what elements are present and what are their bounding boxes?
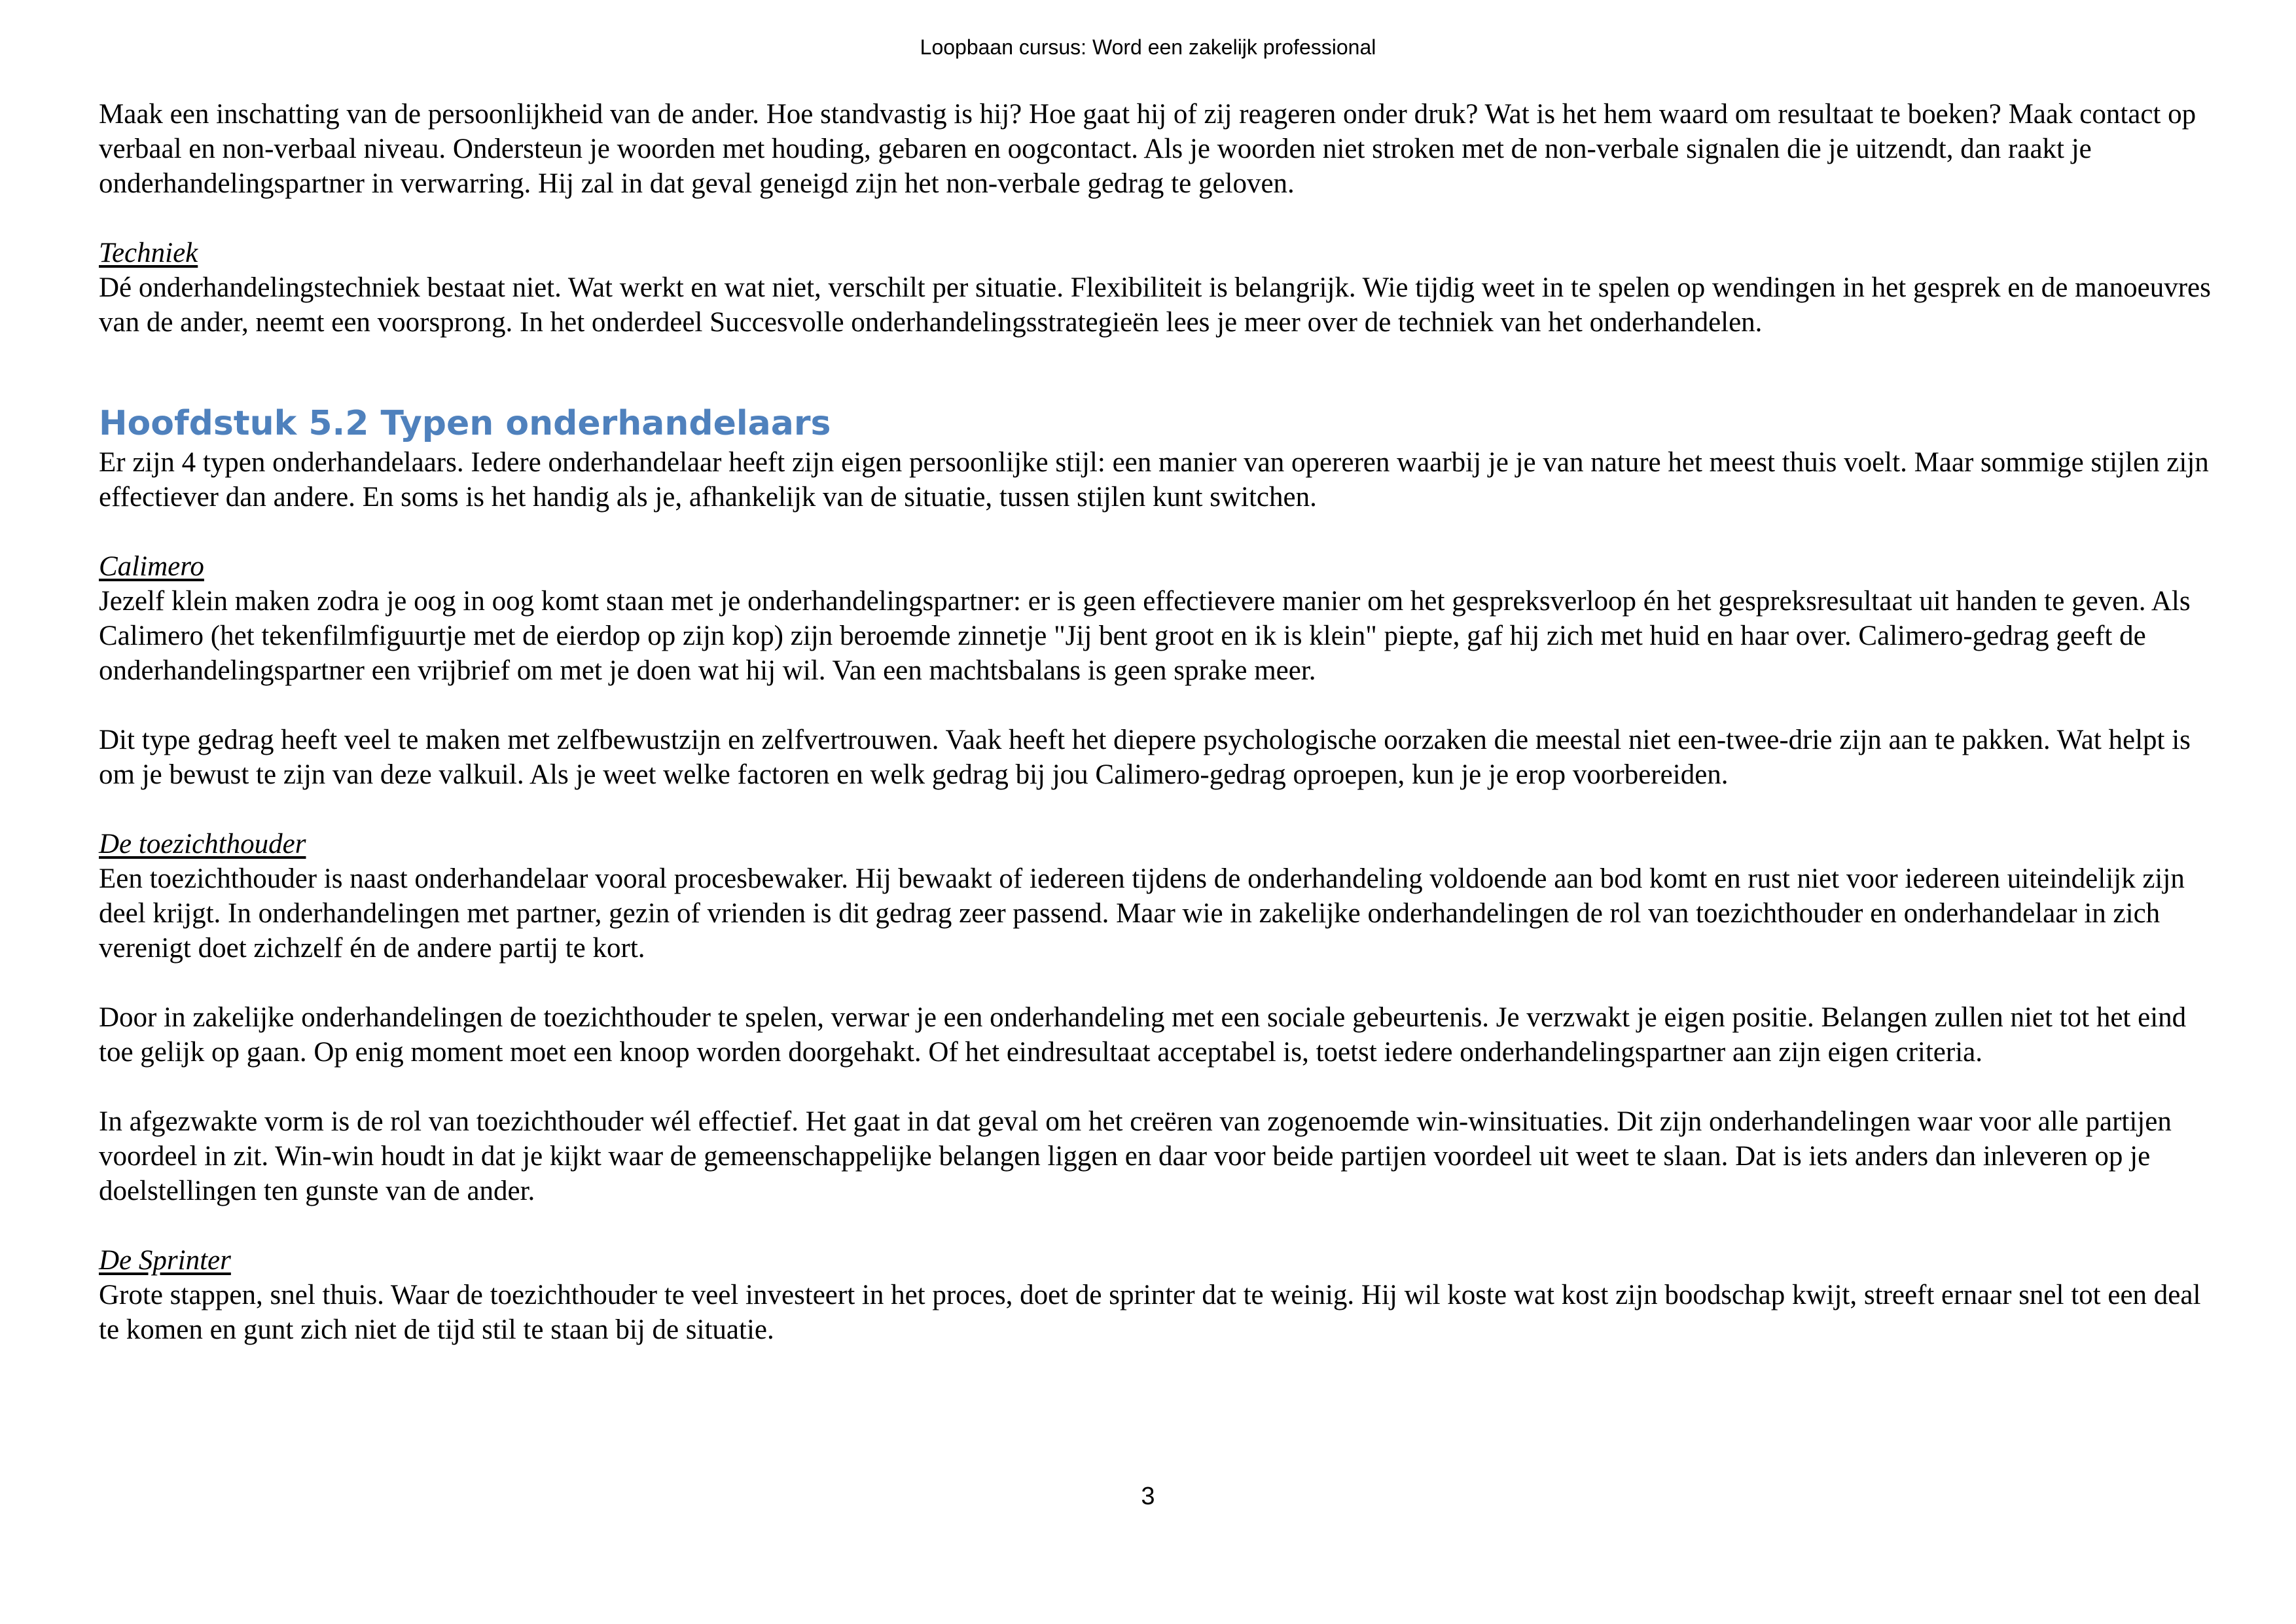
- toezichthouder-paragraph-1: Een toezichthouder is naast onderhandelaar vooral procesbewaker. Hij bewaakt of iedereen tijdens de onderhandeling voldoende aan bod komt en rust niet voor iedereen uiteindelijk zijn deel krijgt. In onderhandelingen met partner, gezin of vrienden is dit gedrag zeer passend. Maar wie in zakelijke onderhandelingen de rol van toezichthouder en onderhandelaar in zich verenigt doet zichzelf én de andere partij te kort.: [99, 863, 2185, 964]
- sprinter-heading: De Sprinter: [99, 1245, 231, 1276]
- calimero-heading: Calimero: [99, 551, 204, 582]
- intro-paragraph: Maak een inschatting van de persoonlijkheid van de ander. Hoe standvastig is hij? Hoe gaat hij of zij reageren onder druk? Wat is het hem waard om resultaat te boeken? Maak contact op verbaal en non-verbaal niveau. Ondersteun je woorden met houding, gebaren en oogcontact. Als je woorden niet stroken met de non-verbale signalen die je uitzendt, dan raakt je onderhandelingspartner in verwarring. Hij zal in dat geval geneigd zijn het non-verbale gedrag te geloven.: [99, 99, 2197, 199]
- spacer: [99, 1070, 2218, 1104]
- spacer: [99, 688, 2218, 723]
- spacer: [99, 201, 2218, 236]
- toezichthouder-paragraph-3: In afgezwakte vorm is de rol van toezichthouder wél effectief. Het gaat in dat geval om het creëren van zogenoemde win-winsituaties. Dit zijn onderhandelingen waar voor alle partijen voordeel in zit. Win-win houdt in dat je kijkt waar de gemeenschappelijke belangen liggen en daar voor beide partijen voordeel uit weet te slaan. Dat is iets anders dan inleveren op je doelstellingen ten gunste van de ander.: [99, 1106, 2172, 1206]
- spacer: [99, 514, 2218, 549]
- sprinter-paragraph: Grote stappen, snel thuis. Waar de toezichthouder te veel investeert in het proces, doet de sprinter dat te weinig. Hij wil koste wat kost zijn boodschap kwijt, streeft ernaar snel tot een deal te komen en gunt zich niet de tijd stil te staan bij de situatie.: [99, 1280, 2201, 1345]
- techniek-paragraph: Dé onderhandelingstechniek bestaat niet. Wat werkt en wat niet, verschilt per situatie. Flexibiliteit is belangrijk. Wie tijdig weet in te spelen op wendingen in het gesprek en de manoeuvres van de ander, neemt een voorsprong. In het onderdeel Succesvolle onderhandelingsstrategieën lees je meer over de techniek van het onderhandelen.: [99, 272, 2211, 338]
- spacer: [99, 792, 2218, 827]
- toezichthouder-paragraph-2: Door in zakelijke onderhandelingen de toezichthouder te spelen, verwar je een onderhandeling met een sociale gebeurtenis. Je verzwakt je eigen positie. Belangen zullen niet tot het eind toe gelijk op gaan. Op enig moment moet een knoop worden doorgehakt. Of het eindresultaat acceptabel is, toetst iedere onderhandelingspartner aan zijn eigen criteria.: [99, 1002, 2187, 1068]
- spacer: [99, 1208, 2218, 1243]
- document-body: [99, 97, 2218, 1347]
- spacer: [99, 965, 2218, 1000]
- chapter-intro-paragraph: Er zijn 4 typen onderhandelaars. Iedere onderhandelaar heeft zijn eigen persoonlijke stijl: een manier van opereren waarbij je je van nature het meest thuis voelt. Maar sommige stijlen zijn effectiever dan andere. En soms is het handig als je, afhankelijk van de situatie, tussen stijlen kunt switchen.: [99, 447, 2209, 513]
- toezichthouder-heading: De toezichthouder: [99, 829, 306, 859]
- page-number: 3: [1141, 1483, 1155, 1510]
- techniek-heading: Techniek: [99, 238, 198, 268]
- calimero-paragraph-1: Jezelf klein maken zodra je oog in oog komt staan met je onderhandelingspartner: er is geen effectievere manier om het gespreksverloop én het gespreksresultaat uit handen te geven. Als Calimero (het tekenfilmfiguurtje met de eierdop op zijn kop) zijn beroemde zinnetje "Jij bent groot en ik is klein" piepte, gaf hij zich met huid en haar over. Calimero-gedrag geeft de onderhandelingspartner een vrijbrief om met je doen wat hij wil. Van een machtsbalans is geen sprake meer.: [99, 586, 2191, 686]
- running-header: Loopbaan cursus: Word een zakelijk professional: [920, 35, 1376, 59]
- chapter-heading: Hoofdstuk 5.2 Typen onderhandelaars: [99, 404, 831, 443]
- calimero-paragraph-2: Dit type gedrag heeft veel te maken met zelfbewustzijn en zelfvertrouwen. Vaak heeft het diepere psychologische oorzaken die meestal niet een-twee-drie zijn aan te pakken. Wat helpt is om je bewust te zijn van deze valkuil. Als je weet welke factoren en welk gedrag bij jou Calimero-gedrag oproepen, kun je je erop voorbereiden.: [99, 725, 2191, 790]
